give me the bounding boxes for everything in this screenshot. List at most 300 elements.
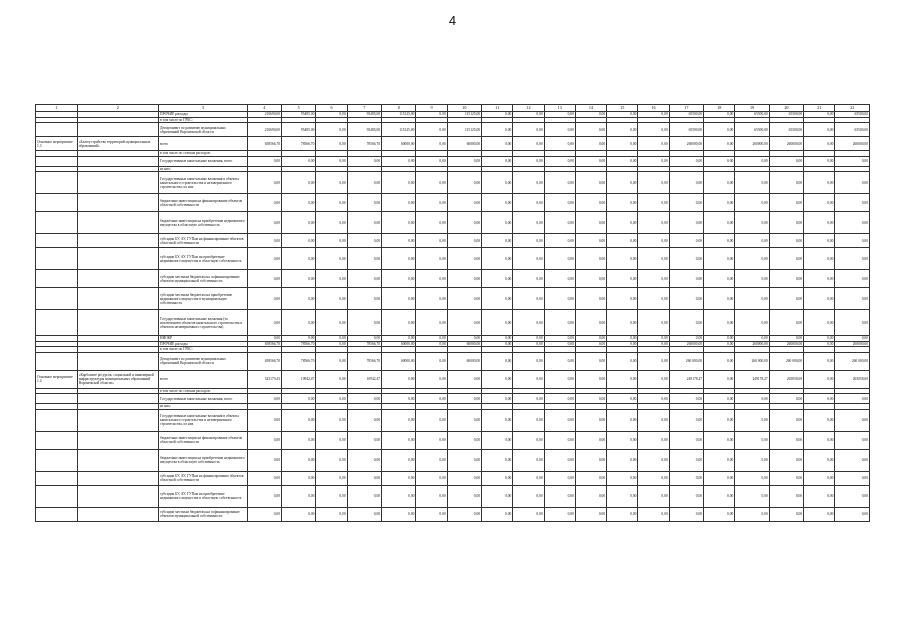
row-value-cell: 0,00	[835, 507, 870, 521]
row-value-cell: 0,00	[575, 449, 606, 471]
row-value-cell: 78566,70	[347, 341, 381, 347]
row-item-cell: в том числе по ГРБС:	[159, 347, 248, 353]
row-value-cell: 0,00	[804, 370, 835, 388]
row-value-cell: 0,00	[735, 194, 769, 212]
row-value-cell: 0,00	[482, 212, 513, 234]
row-value-cell: 0,00	[669, 409, 703, 431]
header-cell: 22	[835, 105, 870, 112]
row-name-cell	[77, 507, 158, 521]
row-value-cell: 0,00	[544, 370, 575, 388]
row-value-cell: 0,00	[669, 310, 703, 336]
table-row	[36, 172, 870, 194]
row-value-cell: 0,00	[482, 341, 513, 347]
row-value-cell: 0,00	[638, 270, 669, 288]
row-value-cell: 0,00	[447, 370, 481, 388]
row-name-cell	[77, 431, 158, 449]
row-value-cell: 0,00	[669, 507, 703, 521]
row-value-cell: 0,00	[513, 172, 544, 194]
row-value-cell: 0,00	[347, 270, 381, 288]
row-name-cell: «Карбоните ресурсов, социальной и инженерной инфраструктуры муниципальных образований Воронежской области»	[77, 370, 158, 388]
row-value-cell: 0,00	[835, 449, 870, 471]
row-value-cell: 0,00	[575, 336, 606, 342]
row-value-cell: 78566,70	[282, 137, 316, 151]
row-value-cell: 0,00	[669, 485, 703, 507]
row-value-cell: 0,00	[416, 288, 447, 310]
header-cell: 9	[416, 105, 447, 112]
header-cell: 19	[735, 105, 769, 112]
row-value-cell: 65500,00	[835, 123, 870, 137]
row-value-cell: 0,00	[575, 409, 606, 431]
row-value-cell: 0,00	[382, 234, 416, 248]
row-value-cell: 0,00	[804, 172, 835, 194]
row-value-cell: 0,00	[835, 234, 870, 248]
row-value-cell: 0,00	[416, 137, 447, 151]
row-value-cell: 0,00	[769, 288, 803, 310]
row-value-cell: 0,00	[607, 123, 638, 137]
row-activity-cell	[36, 248, 78, 270]
row-value-cell: 0,00	[247, 156, 281, 166]
row-item-cell: из них:	[159, 166, 248, 172]
row-value-cell: 0,00	[247, 507, 281, 521]
row-value-cell: 0,00	[316, 394, 347, 404]
row-value-cell: 95485,00	[282, 112, 316, 118]
row-value-cell: 0,00	[769, 507, 803, 521]
row-value-cell: 0,00	[513, 234, 544, 248]
row-value-cell: 0,00	[482, 336, 513, 342]
row-value-cell: 65500,00	[735, 112, 769, 118]
row-value-cell: 0,00	[447, 172, 481, 194]
table-row	[36, 288, 870, 310]
row-value-cell: 0,00	[735, 394, 769, 404]
row-value-cell: 0,00	[247, 270, 281, 288]
row-value-cell: 0,00	[282, 507, 316, 521]
row-item-cell: ПРОЧИЕ расходы	[159, 112, 248, 118]
row-value-cell: 0,00	[447, 288, 481, 310]
row-value-cell: 0,00	[382, 248, 416, 270]
row-item-cell: из них:	[159, 404, 248, 410]
row-name-cell	[77, 194, 158, 212]
row-value-cell: 0,00	[382, 471, 416, 485]
row-value-cell: 0,00	[544, 449, 575, 471]
row-value-cell: 0,00	[544, 409, 575, 431]
row-name-cell	[77, 248, 158, 270]
row-value-cell: 0,00	[416, 234, 447, 248]
row-value-cell: 0,00	[638, 248, 669, 270]
header-cell: 10	[447, 105, 481, 112]
row-value-cell: 0,00	[769, 449, 803, 471]
row-value-cell: 0,00	[347, 431, 381, 449]
row-value-cell: 0,00	[513, 212, 544, 234]
row-value-cell: 0,00	[544, 112, 575, 118]
row-name-cell	[77, 449, 158, 471]
row-value-cell: 260000,00	[669, 341, 703, 347]
row-value-cell: 658566,70	[247, 137, 281, 151]
row-value-cell: 0,00	[575, 288, 606, 310]
row-value-cell: 0,00	[416, 270, 447, 288]
row-value-cell: 0,00	[447, 336, 481, 342]
row-value-cell: 0,00	[482, 471, 513, 485]
row-activity-cell	[36, 352, 78, 370]
row-value-cell: 0,00	[735, 288, 769, 310]
row-value-cell: 0,00	[804, 310, 835, 336]
row-value-cell: 0,00	[575, 212, 606, 234]
row-value-cell: 0,00	[382, 394, 416, 404]
row-activity-cell	[36, 270, 78, 288]
row-value-cell: 0,00	[704, 336, 735, 342]
row-value-cell: 65500,00	[669, 112, 703, 118]
row-value-cell: 0,00	[735, 270, 769, 288]
row-value-cell: 260000,00	[769, 137, 803, 151]
table-row	[36, 234, 870, 248]
row-value-cell: 60000,00	[382, 352, 416, 370]
row-value-cell: 0,00	[347, 485, 381, 507]
row-value-cell: 0,00	[316, 352, 347, 370]
row-value-cell: 0,00	[513, 507, 544, 521]
row-value-cell: 60000,00	[447, 341, 481, 347]
row-value-cell: 0,00	[382, 507, 416, 521]
row-value-cell: 0,00	[669, 288, 703, 310]
row-value-cell: 0,00	[638, 288, 669, 310]
row-item-cell: Государственные капитальные вложения, всего	[159, 156, 248, 166]
row-value-cell: 0,00	[704, 212, 735, 234]
row-item-cell: Департамент по развитию муниципальных образований Воронежской области	[159, 352, 248, 370]
row-value-cell: 0,00	[575, 370, 606, 388]
row-value-cell: 0,00	[735, 336, 769, 342]
row-value-cell: 0,00	[482, 352, 513, 370]
row-value-cell: 0,00	[769, 431, 803, 449]
row-value-cell: 0,00	[735, 471, 769, 485]
header-cell: 4	[247, 105, 281, 112]
row-value-cell: 0,00	[638, 341, 669, 347]
row-value-cell: 0,00	[513, 112, 544, 118]
row-value-cell: 115125,00	[447, 123, 481, 137]
row-value-cell: 0,00	[544, 471, 575, 485]
row-value-cell: 0,00	[544, 394, 575, 404]
header-cell: 11	[482, 105, 513, 112]
row-value-cell: 0,00	[382, 310, 416, 336]
row-value-cell: 0,00	[669, 194, 703, 212]
row-value-cell: 0,00	[513, 194, 544, 212]
header-cell: 8	[382, 105, 416, 112]
row-value-cell: 0,00	[282, 449, 316, 471]
row-value-cell: 0,00	[544, 341, 575, 347]
row-value-cell: 0,00	[482, 449, 513, 471]
row-value-cell: 115125,00	[382, 112, 416, 118]
row-value-cell: 0,00	[513, 352, 544, 370]
row-value-cell: 0,00	[347, 194, 381, 212]
row-value-cell: 0,00	[282, 194, 316, 212]
row-value-cell: 0,00	[804, 352, 835, 370]
row-value-cell: 0,00	[735, 485, 769, 507]
row-value-cell: 0,00	[482, 370, 513, 388]
row-name-cell	[77, 394, 158, 404]
row-value-cell: 0,00	[835, 471, 870, 485]
row-value-cell: 0,00	[835, 288, 870, 310]
row-value-cell: 0,00	[513, 485, 544, 507]
row-value-cell: 0,00	[416, 341, 447, 347]
header-cell: 1	[36, 105, 78, 112]
table-row	[36, 137, 870, 151]
row-value-cell: 0,00	[544, 507, 575, 521]
row-value-cell: 0,00	[282, 409, 316, 431]
row-value-cell: 0,00	[416, 471, 447, 485]
row-value-cell: 0,00	[704, 449, 735, 471]
row-value-cell: 115125,00	[447, 112, 481, 118]
row-value-cell: 0,00	[416, 449, 447, 471]
row-item-cell: бюджетные инвестиции на приобретение недвижимого имущества в областную собственность	[159, 212, 248, 234]
table-body	[36, 105, 870, 522]
row-value-cell: 0,00	[607, 234, 638, 248]
row-value-cell: 0,00	[704, 123, 735, 137]
row-value-cell: 95485,00	[347, 112, 381, 118]
header-cell: 2	[77, 105, 158, 112]
row-value-cell: 0,00	[669, 156, 703, 166]
row-item-cell: в том числе по ГРБС:	[159, 117, 248, 123]
row-value-cell: 0,00	[316, 137, 347, 151]
row-value-cell: 60000,00	[447, 352, 481, 370]
row-value-cell: 0,00	[575, 270, 606, 288]
row-value-cell: 10942,47	[347, 370, 381, 388]
row-value-cell: 0,00	[316, 270, 347, 288]
row-item-cell: в том числе по статьям расходов:	[159, 388, 248, 394]
row-activity-cell	[36, 234, 78, 248]
table-row	[36, 394, 870, 404]
row-value-cell: 0,00	[769, 156, 803, 166]
row-value-cell: 0,00	[804, 431, 835, 449]
row-value-cell: 0,00	[544, 234, 575, 248]
row-value-cell: 0,00	[316, 431, 347, 449]
row-value-cell: 0,00	[513, 449, 544, 471]
row-item-cell: в том числе по статьям расходов:	[159, 151, 248, 157]
row-value-cell: 0,00	[607, 310, 638, 336]
row-value-cell: 0,00	[447, 234, 481, 248]
row-value-cell: 0,00	[382, 288, 416, 310]
row-value-cell: 0,00	[347, 288, 381, 310]
row-value-cell: 525179,43	[247, 370, 281, 388]
row-value-cell: 0,00	[544, 352, 575, 370]
row-value-cell: 0,00	[835, 394, 870, 404]
row-activity-cell	[36, 471, 78, 485]
row-value-cell: 0,00	[447, 212, 481, 234]
row-value-cell: 0,00	[247, 212, 281, 234]
row-value-cell: 0,00	[482, 507, 513, 521]
row-value-cell: 0,00	[482, 270, 513, 288]
row-value-cell: 260000,00	[835, 341, 870, 347]
row-value-cell: 0,00	[769, 248, 803, 270]
row-value-cell: 0,00	[835, 194, 870, 212]
row-value-cell: 0,00	[347, 449, 381, 471]
row-value-cell: 0,00	[804, 449, 835, 471]
table-row	[36, 471, 870, 485]
row-value-cell: 0,00	[544, 248, 575, 270]
row-value-cell: 0,00	[804, 234, 835, 248]
row-value-cell: 0,00	[804, 409, 835, 431]
row-value-cell: 0,00	[607, 507, 638, 521]
row-value-cell: 0,00	[513, 288, 544, 310]
row-value-cell: 0,00	[704, 485, 735, 507]
row-value-cell: 0,00	[575, 234, 606, 248]
row-name-cell	[77, 234, 158, 248]
row-value-cell: 0,00	[247, 485, 281, 507]
row-value-cell: 0,00	[282, 431, 316, 449]
row-value-cell: 0,00	[282, 394, 316, 404]
row-value-cell: 0,00	[416, 123, 447, 137]
row-value-cell: 60000,00	[447, 137, 481, 151]
row-value-cell: 0,00	[247, 471, 281, 485]
row-value-cell: 0,00	[316, 409, 347, 431]
row-value-cell: 210690,00	[247, 112, 281, 118]
row-activity-cell	[36, 212, 78, 234]
row-value-cell: 0,00	[669, 172, 703, 194]
row-item-cell: субсидии БУ, АУ, ГУПам на приобретение недвижимого имущества в областную собственность	[159, 248, 248, 270]
row-value-cell: 0,00	[416, 112, 447, 118]
row-value-cell: 0,00	[347, 248, 381, 270]
row-value-cell: 0,00	[607, 336, 638, 342]
header-cell: 16	[638, 105, 669, 112]
row-value-cell: 0,00	[769, 310, 803, 336]
row-value-cell: 0,00	[447, 270, 481, 288]
row-value-cell: 0,00	[769, 471, 803, 485]
row-value-cell: 0,00	[513, 310, 544, 336]
row-value-cell: 0,00	[544, 485, 575, 507]
row-value-cell: 0,00	[835, 310, 870, 336]
row-value-cell: 0,00	[247, 394, 281, 404]
row-value-cell: 0,00	[638, 394, 669, 404]
row-activity-cell	[36, 394, 78, 404]
row-name-cell	[77, 288, 158, 310]
row-value-cell: 0,00	[382, 449, 416, 471]
header-cell: 21	[804, 105, 835, 112]
row-value-cell: 0,00	[607, 270, 638, 288]
row-value-cell: 0,00	[513, 394, 544, 404]
row-value-cell: 260000,00	[735, 341, 769, 347]
row-value-cell: 0,00	[316, 449, 347, 471]
row-value-cell: 0,00	[482, 485, 513, 507]
row-value-cell: 0,00	[513, 123, 544, 137]
row-value-cell: 0,00	[607, 212, 638, 234]
row-value-cell: 0,00	[282, 336, 316, 342]
row-value-cell: 0,00	[247, 310, 281, 336]
row-name-cell	[77, 212, 158, 234]
row-value-cell: 0,00	[769, 409, 803, 431]
header-cell: 20	[769, 105, 803, 112]
row-value-cell: 0,00	[607, 394, 638, 404]
row-value-cell: 0,00	[282, 172, 316, 194]
row-value-cell: 0,00	[804, 248, 835, 270]
row-value-cell: 0,00	[282, 288, 316, 310]
row-value-cell: 0,00	[382, 409, 416, 431]
row-value-cell: 658566,70	[247, 352, 281, 370]
row-item-cell: субсидии местным бюджетам на софинансирование объектов муниципальной собственности	[159, 270, 248, 288]
table-row	[36, 507, 870, 521]
row-value-cell: 0,00	[347, 409, 381, 431]
row-value-cell: 0,00	[804, 471, 835, 485]
row-value-cell: 0,00	[482, 194, 513, 212]
row-activity-cell	[36, 172, 78, 194]
row-value-cell: 0,00	[607, 485, 638, 507]
row-value-cell: 0,00	[513, 336, 544, 342]
row-item-cell: бюджетные инвестиции на приобретение недвижимого имущества в областную собственность	[159, 449, 248, 471]
header-cell: 7	[347, 105, 381, 112]
row-value-cell: 0,00	[769, 212, 803, 234]
header-cell: 12	[513, 105, 544, 112]
row-value-cell: 0,00	[416, 172, 447, 194]
row-value-cell: 0,00	[607, 471, 638, 485]
row-value-cell: 0,00	[607, 137, 638, 151]
header-cell: 14	[575, 105, 606, 112]
row-value-cell: 0,00	[513, 270, 544, 288]
row-item-cell: субсидии местным бюджетам на приобретение недвижимого имущества в муниципальную собственность	[159, 288, 248, 310]
row-value-cell: 0,00	[482, 431, 513, 449]
row-value-cell: 0,00	[704, 370, 735, 388]
row-value-cell: 0,00	[835, 156, 870, 166]
row-value-cell: 0,00	[513, 409, 544, 431]
row-value-cell: 0,00	[482, 156, 513, 166]
row-value-cell: 0,00	[447, 485, 481, 507]
row-value-cell: 0,00	[544, 336, 575, 342]
row-value-cell: 0,00	[638, 172, 669, 194]
row-value-cell: 0,00	[669, 449, 703, 471]
header-cell: 13	[544, 105, 575, 112]
row-value-cell: 0,00	[704, 310, 735, 336]
row-value-cell: 0,00	[607, 194, 638, 212]
row-item-cell: всего	[159, 370, 248, 388]
row-value-cell: 0,00	[607, 370, 638, 388]
row-value-cell: 0,00	[735, 431, 769, 449]
row-value-cell: 0,00	[544, 212, 575, 234]
row-value-cell: 60000,00	[382, 137, 416, 151]
row-value-cell: 0,00	[513, 341, 544, 347]
row-value-cell: 0,00	[544, 123, 575, 137]
row-value-cell: 210690,00	[247, 123, 281, 137]
row-value-cell: 658566,70	[247, 341, 281, 347]
row-value-cell: 0,00	[575, 123, 606, 137]
row-value-cell: 0,00	[382, 172, 416, 194]
row-value-cell: 0,00	[544, 156, 575, 166]
row-value-cell: 65500,00	[769, 123, 803, 137]
row-value-cell: 0,00	[704, 112, 735, 118]
row-activity-cell: Основное мероприятие 1.3	[36, 137, 78, 151]
row-value-cell: 0,00	[347, 394, 381, 404]
table-row	[36, 310, 870, 336]
row-value-cell: 0,00	[735, 449, 769, 471]
row-value-cell: 0,00	[282, 156, 316, 166]
header-cell: 6	[316, 105, 347, 112]
row-value-cell: 0,00	[607, 248, 638, 270]
row-name-cell	[77, 310, 158, 336]
row-value-cell: 0,00	[804, 270, 835, 288]
row-value-cell: 0,00	[416, 431, 447, 449]
row-value-cell: 0,00	[575, 431, 606, 449]
row-value-cell: 0,00	[482, 310, 513, 336]
row-value-cell: 0,00	[575, 310, 606, 336]
row-value-cell: 0,00	[482, 112, 513, 118]
row-activity-cell	[36, 288, 78, 310]
row-value-cell: 0,00	[769, 270, 803, 288]
row-value-cell: 0,00	[835, 485, 870, 507]
row-value-cell: 0,00	[316, 485, 347, 507]
row-name-cell: «Благоустройство территорий муниципальных образований»	[77, 137, 158, 151]
row-value-cell: 260000,00	[769, 341, 803, 347]
row-value-cell: 78566,70	[282, 352, 316, 370]
row-value-cell: 0,00	[804, 194, 835, 212]
table-row	[36, 409, 870, 431]
row-activity-cell	[36, 156, 78, 166]
row-item-cell: ПРОЧИЕ расходы	[159, 341, 248, 347]
row-value-cell: 0,00	[247, 336, 281, 342]
row-value-cell: 0,00	[416, 194, 447, 212]
row-value-cell: 0,00	[416, 310, 447, 336]
